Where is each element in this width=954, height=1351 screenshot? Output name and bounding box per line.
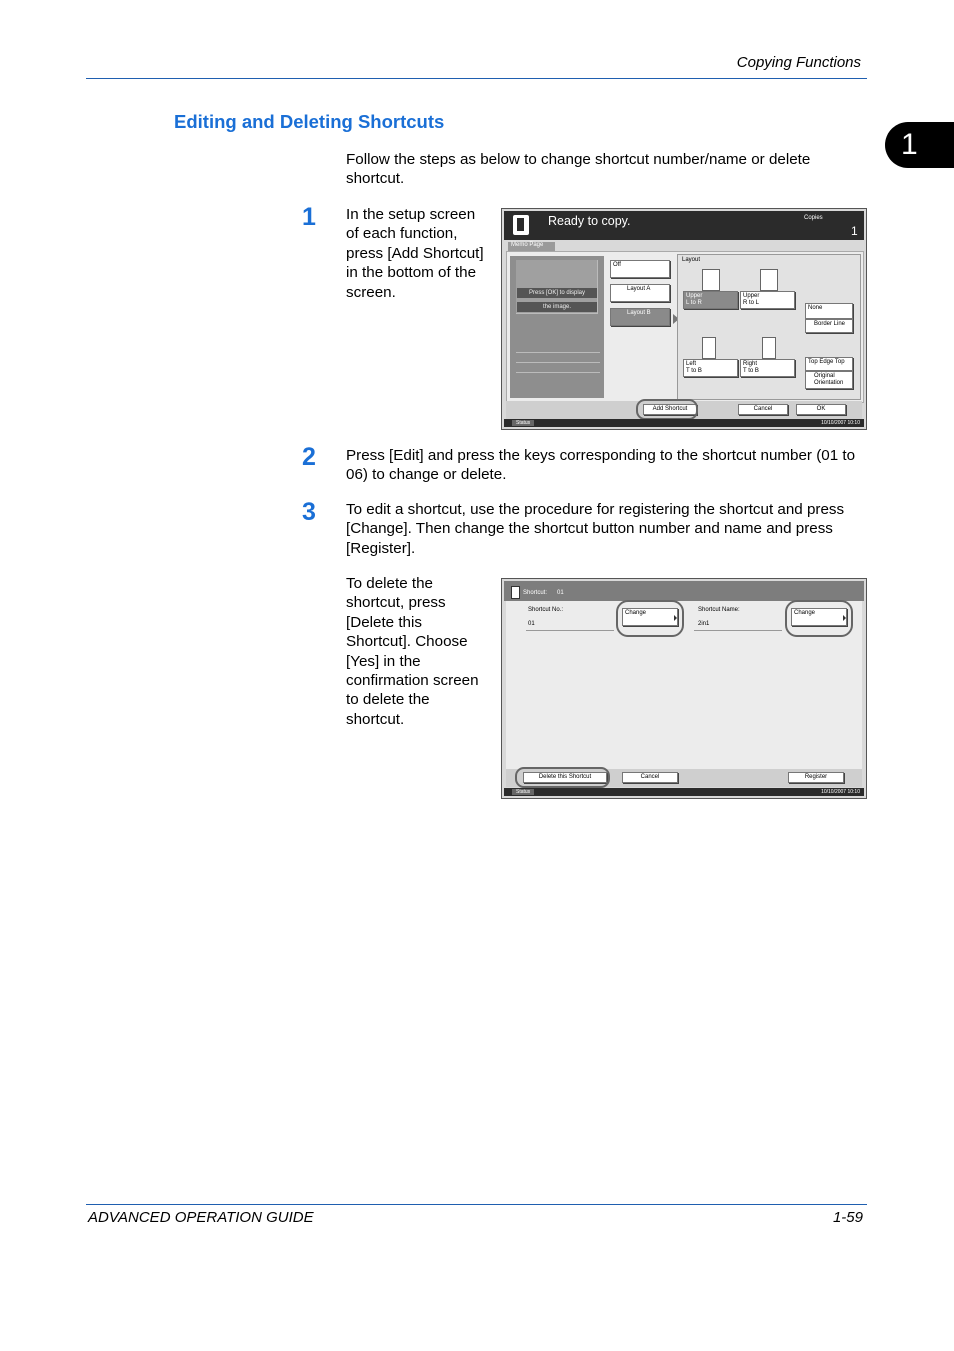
layout-upper-rl-icon — [760, 269, 778, 291]
change-number-highlight — [616, 600, 684, 637]
option-layout-a-button[interactable]: Layout A — [610, 284, 670, 302]
orientation-original-button[interactable]: Original Orientation — [805, 371, 853, 389]
layout-upper-lr-icon — [702, 269, 720, 291]
orientation-top-edge-button[interactable]: Top Edge Top — [805, 357, 853, 371]
preview-hint-1: Press [OK] to display — [517, 288, 597, 298]
datetime: 10/10/2007 10:10 — [821, 420, 860, 426]
footer-guide-title: ADVANCED OPERATION GUIDE — [88, 1209, 314, 1226]
shortcut-label: Shortcut: — [523, 590, 548, 596]
screen-title-bar — [504, 211, 864, 240]
step-2-number: 2 — [302, 443, 316, 471]
cancel-button[interactable]: Cancel — [738, 404, 788, 415]
border-none-button[interactable]: None — [805, 303, 853, 319]
screen-status-bar — [504, 419, 864, 427]
delete-note: To delete the shortcut, press [Delete this Shortcut]. Choose [Yes] in the confirmation screen to delete the shortcut. — [346, 575, 479, 728]
footer-rule — [86, 1204, 867, 1205]
shortcut-name-value: 2in1 — [698, 621, 710, 627]
shortcut-edit-screenshot — [501, 578, 867, 799]
layout-upper-rl-button[interactable]: Upper R to L — [740, 291, 795, 309]
border-line-button[interactable]: Border Line — [805, 319, 853, 333]
status-button[interactable]: Status — [512, 420, 534, 426]
option-off-button[interactable]: Off — [610, 260, 670, 278]
settings-panel — [506, 251, 864, 403]
preview-hint-2: the image. — [517, 302, 597, 312]
intro-text: Follow the steps as below to change shortcut number/name or delete shortcut. — [346, 151, 811, 188]
document-icon — [513, 215, 529, 235]
shortcut-no-label: Shortcut No.: — [528, 607, 564, 613]
change-name-button[interactable]: Change — [791, 608, 847, 626]
delete-shortcut-button[interactable]: Delete this Shortcut — [523, 772, 607, 783]
step-2-text: Press [Edit] and press the keys corresponding to the shortcut number (01 to 06) to change or delete. — [346, 447, 856, 484]
screen-status-bar — [504, 788, 864, 796]
layout-right-tb-button[interactable]: Right T to B — [740, 359, 795, 377]
add-shortcut-highlight — [636, 399, 698, 420]
layout-left-tb-button[interactable]: Left T to B — [683, 359, 738, 377]
ok-button[interactable]: OK — [796, 404, 846, 415]
step-1-number: 1 — [302, 203, 316, 231]
layout-right-tb-icon — [762, 337, 776, 359]
option-layout-b-button[interactable]: Layout B — [610, 308, 670, 326]
step-3-text: To edit a shortcut, use the procedure for registering the shortcut and press [Change]. Then change the shortcut button number and name and press [Register]. — [346, 501, 845, 557]
copies-value: 1 — [851, 224, 858, 238]
datetime: 10/10/2007 10:10 — [821, 789, 860, 795]
section-title: Editing and Deleting Shortcuts — [174, 111, 445, 132]
layout-left-tb-icon — [702, 337, 716, 359]
shortcut-title-bar — [504, 581, 864, 601]
chapter-tab: 1 — [885, 122, 954, 168]
copies-label: Copies — [804, 215, 823, 221]
change-number-button[interactable]: Change — [622, 608, 678, 626]
running-header: Copying Functions — [736, 54, 861, 71]
step-1-text: In the setup screen of each function, press [Add Shortcut] in the bottom of the screen. — [346, 206, 484, 301]
cancel-button[interactable]: Cancel — [622, 772, 678, 783]
register-button[interactable]: Register — [788, 772, 844, 783]
tab-memo-page[interactable]: Memo Page — [508, 242, 555, 251]
shortcut-no-value: 01 — [528, 621, 535, 627]
add-shortcut-button[interactable]: Add Shortcut — [643, 404, 697, 415]
layout-upper-lr-button[interactable]: Upper L to R — [683, 291, 738, 309]
step-3-number: 3 — [302, 498, 316, 526]
header-rule — [86, 78, 867, 79]
copy-setup-screenshot — [501, 208, 867, 430]
delete-shortcut-highlight — [515, 767, 610, 788]
shortcut-value: 01 — [557, 590, 564, 596]
shortcut-icon — [511, 586, 520, 599]
status-button[interactable]: Status — [512, 789, 534, 795]
preview-area — [510, 256, 604, 398]
shortcut-name-label: Shortcut Name: — [698, 607, 740, 613]
change-name-highlight — [785, 600, 853, 637]
layout-group — [677, 254, 861, 400]
page-number: 1-59 — [832, 1209, 863, 1226]
layout-label: Layout — [682, 257, 701, 263]
status-message: Ready to copy. — [548, 214, 631, 228]
